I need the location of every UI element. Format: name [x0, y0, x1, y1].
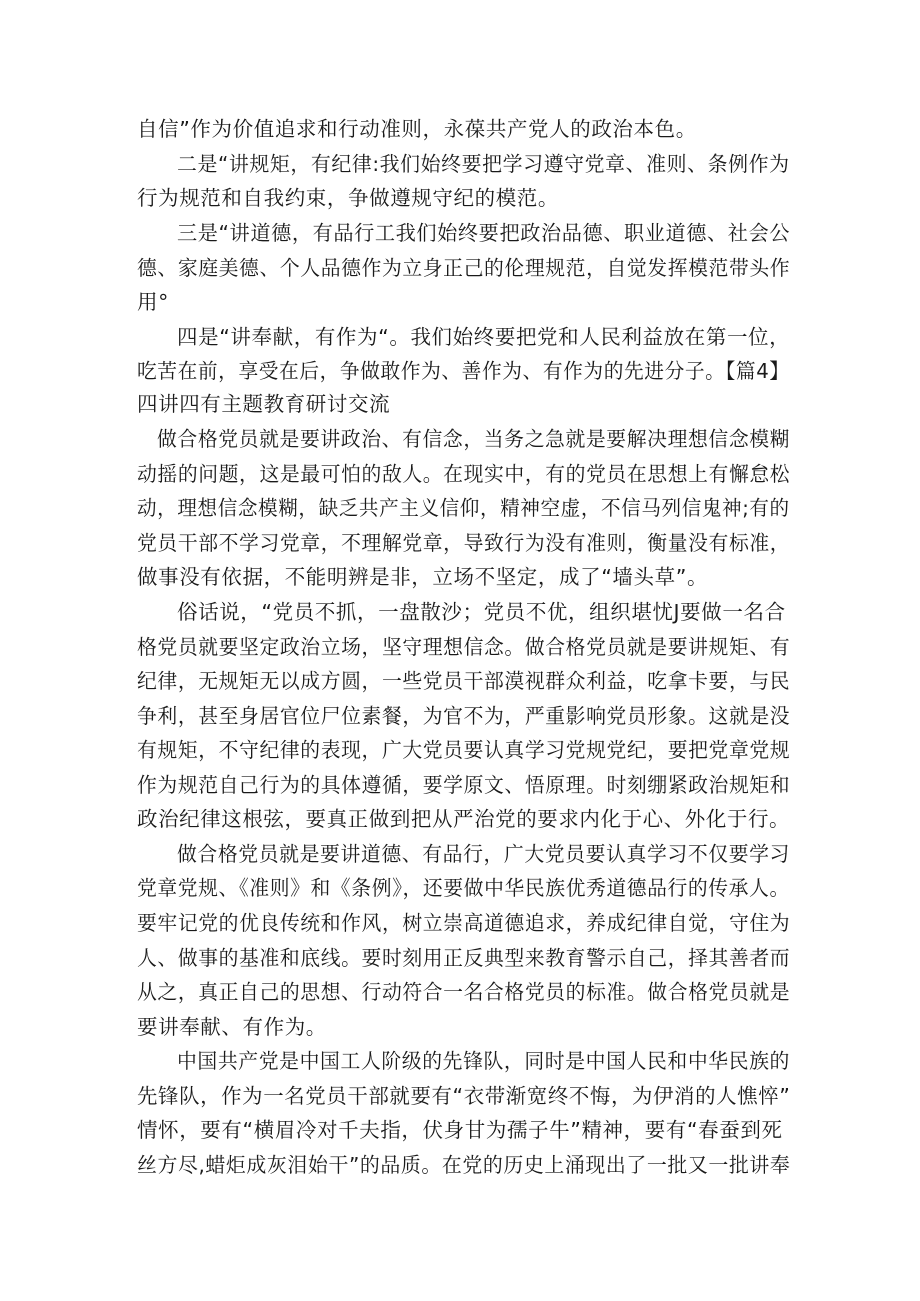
text-line: 中国共产党是中国工人阶级的先锋队，同时是中国人民和中华民族的: [177, 1049, 790, 1073]
text-line: 二是“讲规矩，有纪律:我们始终要把学习遵守党章、准则、条例作为: [177, 152, 790, 176]
text-line: 要牢记党的优良传统和作风，树立崇高道德追求，养成纪律自觉，守住为: [137, 911, 791, 935]
text-line: 有规矩，不守纪律的表现，广大党员要认真学习党规党纪，要把党章党规: [137, 738, 791, 762]
section-heading: 四讲四有主题教育研讨交流: [137, 392, 391, 416]
text-line: 从之，真正自己的思想、行动符合一名合格党员的标准。做合格党员就是: [137, 980, 791, 1004]
text-line: 格党员就要坚定政治立场，坚守理想信念。做合格党员就是要讲规矩、有: [137, 635, 791, 659]
text-line: 人、做事的基准和底线。要时刻用正反典型来教育警示自己，择其善者而: [137, 946, 791, 970]
text-line: 情怀，要有“横眉冷对千夫指，伏身甘为孺子牛”精神，要有“春蚕到死: [137, 1118, 783, 1142]
text-line: 作为规范自己行为的具体遵循，要学原文、悟原理。时刻绷紧政治规矩和: [137, 773, 791, 797]
text-line: 吃苦在前，享受在后，争做敢作为、善作为、有作为的先进分子。【篇4】: [137, 359, 790, 383]
text-line: 丝方尽,蜡炬成灰泪始干”的品质。在党的历史上涌现出了一批又一批讲奉: [137, 1153, 791, 1177]
text-line: 三是“讲道德，有品行工我们始终要把政治品德、职业道德、社会公: [177, 221, 791, 245]
text-line: 政治纪律这根弦，要真正做到把从严治党的要求内化于心、外化于行。: [137, 807, 791, 831]
text-line: 要讲奉献、有作为。: [137, 1015, 327, 1039]
text-line: 做事没有依据，不能明辨是非，立场不坚定，成了“墙头草”。: [137, 565, 709, 589]
text-line: 自信”作为价值追求和行动准则，永葆共产党人的政治本色。: [137, 117, 697, 141]
text-line: 德、家庭美德、个人品德作为立身正己的伦理规范，自觉发挥模范带头作: [137, 256, 791, 280]
text-line: 俗话说，“党员不抓，一盘散沙；党员不优，组织堪忧J要做一名合: [177, 600, 786, 624]
text-line: 党章党规、《准则》和《条例》，还要做中华民族优秀道德品行的传承人。: [137, 876, 790, 900]
text-line: 纪律，无规矩无以成方圆，一些党员干部漠视群众利益，吃拿卡要，与民: [137, 669, 791, 693]
text-line: 先锋队，作为一名党员干部就要有“衣带渐宽终不悔，为伊消的人憔悴”: [137, 1084, 791, 1108]
text-line: 做合格党员就是要讲道德、有品行，广大党员要认真学习不仅要学习: [177, 842, 790, 866]
text-line: 党员干部不学习党章，不理解党章，导致行为没有准则，衡量没有标准，: [137, 531, 791, 555]
text-line: 四是“讲奉献，有作为“。我们始终要把党和人民利益放在第一位，: [177, 325, 791, 349]
text-line: 行为规范和自我约束，争做遵规守纪的模范。: [137, 186, 559, 210]
text-line: 做合格党员就是要讲政治、有信念，当务之急就是要解决理想信念模糊: [157, 427, 791, 451]
text-line: 争利，甚至身居官位尸位素餐，为官不为，严重影响党员形象。这就是没: [137, 704, 791, 728]
text-line: 动摇的问题，这是最可怕的敌人。在现实中，有的党员在思想上有懈怠松: [137, 462, 791, 486]
text-line: 用°: [137, 290, 169, 314]
text-line: 动，理想信念模糊，缺乏共产主义信仰，精神空虚，不信马列信鬼神;有的: [137, 496, 790, 520]
